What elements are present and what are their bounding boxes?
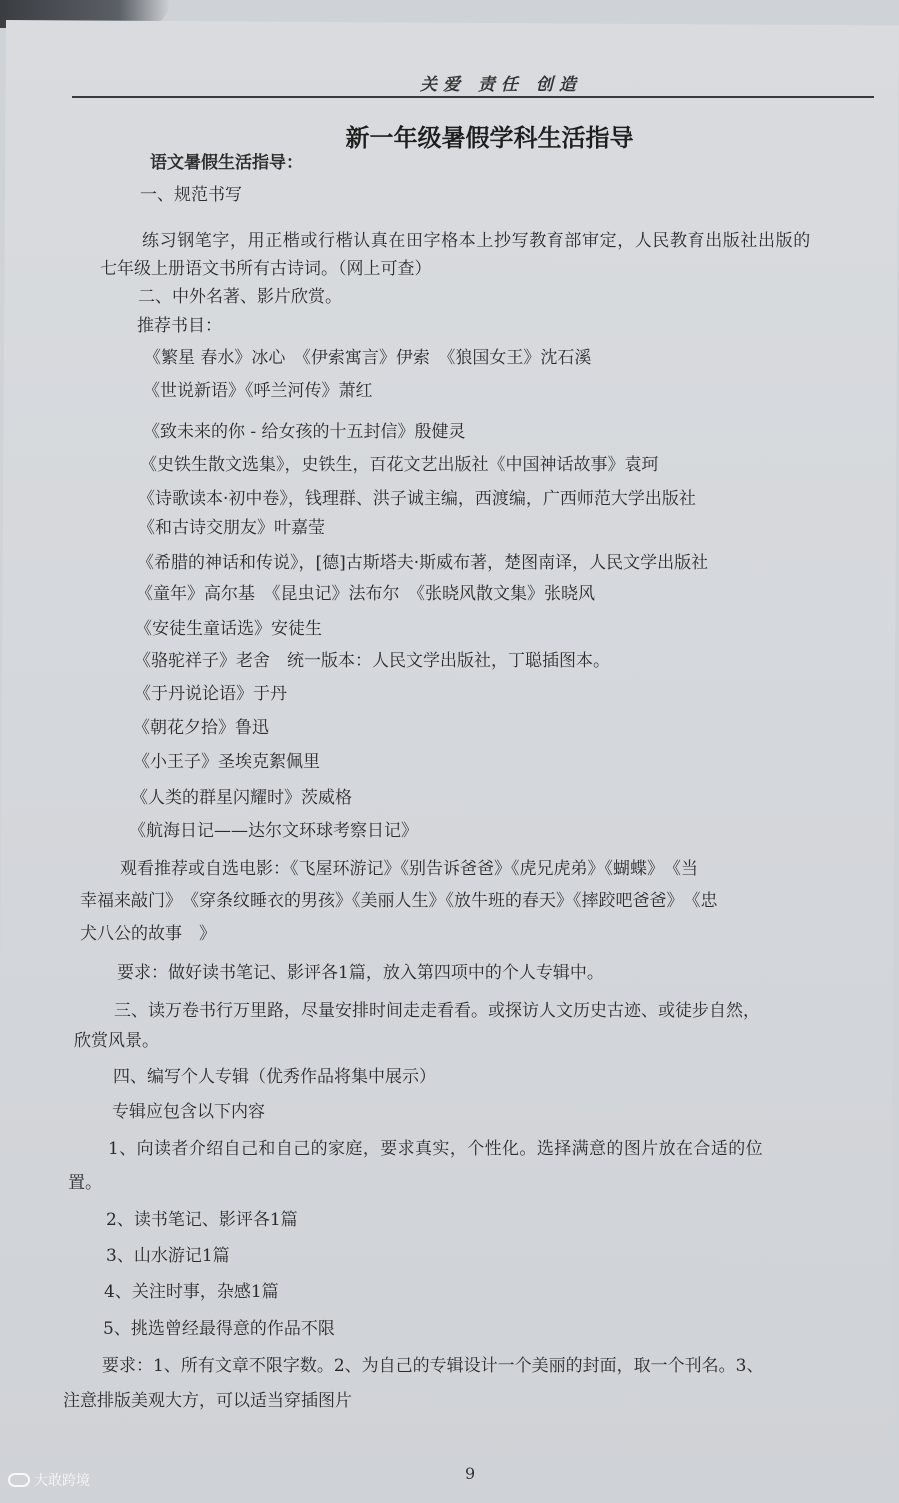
watermark [8,1470,90,1490]
body-line: 《人类的群星闪耀时》茨威格 [131,788,352,808]
body-line: 《朝花夕拾》鲁迅 [133,718,269,738]
watermark-text: 大敢跨境 [34,1473,90,1489]
body-line: 3、山水游记1篇 [106,1246,230,1266]
body-line: 四、编写个人专辑（优秀作品将集中展示） [113,1067,436,1087]
body-line: 《诗歌读本·初中卷》，钱理群、洪子诚主编，西渡编，广西师范大学出版社 [138,489,696,509]
body-line: 《安徒生童话选》安徒生 [135,619,322,639]
body-line: 七年级上册语文书所有古诗词。（网上可查） [100,259,432,279]
page-number: 9 [465,1464,476,1483]
body-line: 2、读书笔记、影评各1篇 [106,1210,298,1230]
body-line: 《骆驼祥子》老舍 统一版本：人民文学出版社，丁聪插图本。 [134,651,610,671]
body-line: 《史铁生散文选集》，史铁生，百花文艺出版社《中国神话故事》袁珂 [140,455,659,475]
body-line: 《航海日记——达尔文环球考察日记》 [129,821,418,841]
body-line: 《希腊的神话和传说》，[德]古斯塔夫·斯威布著，楚图南译，人民文学出版社 [137,553,709,573]
body-line: 《小王子》圣埃克絮佩里 [133,752,320,772]
section-heading: 语文暑假生活指导： [150,153,303,173]
body-line: 欣赏风景。 [74,1031,159,1051]
body-line: 要求：1、所有文章不限字数。2、为自己的专辑设计一个美丽的封面，取一个刊名。3、 [102,1356,764,1376]
watermark-logo-icon [8,1473,30,1487]
header-motto: 关爱 责任 创造 [420,75,582,95]
body-line: 置。 [68,1173,102,1193]
body-line: 要求：做好读书笔记、影评各1篇，放入第四项中的个人专辑中。 [117,963,604,983]
body-line: 《和古诗交朋友》叶嘉莹 [138,518,325,538]
body-line: 《世说新语》《呼兰河传》萧红 [143,381,373,401]
body-line: 犬八公的故事 》 [80,924,216,944]
body-line: 《于丹说论语》于丹 [134,684,287,704]
page-title: 新一年级暑假学科生活指导 [345,123,634,152]
body-line: 幸福来敲门》 《穿条纹睡衣的男孩》《美丽人生》《放牛班的春天》《摔跤吧爸爸》 《忠 [80,891,718,911]
body-line: 练习钢笔字，用正楷或行楷认真在田字格本上抄写教育部审定，人民教育出版社出版的 [142,231,811,251]
body-line: 5、挑选曾经最得意的作品不限 [103,1319,335,1339]
body-line: 专辑应包含以下内容 [112,1102,265,1122]
body-line: 推荐书目： [137,316,222,336]
header-divider [72,96,874,98]
body-line: 注意排版美观大方，可以适当穿插图片 [63,1391,352,1411]
body-line: 三、读万卷书行万里路，尽量安排时间走走看看。或探访人文历史古迹、或徒步自然， [114,1001,760,1021]
body-line: 1、向读者介绍自己和自己的家庭，要求真实，个性化。选择满意的图片放在合适的位 [108,1139,764,1159]
body-line: 一、规范书写 [140,185,242,205]
body-line: 《童年》高尔基 《昆虫记》法布尔 《张晓风散文集》张晓风 [136,584,595,604]
body-line: 《致未来的你 - 给女孩的十五封信》殷健灵 [143,422,466,442]
body-line: 观看推荐或自选电影：《飞屋环游记》《别告诉爸爸》《虎兄虎弟》《蝴蝶》 《当 [120,859,698,879]
body-line: 《繁星 春水》冰心 《伊索寓言》伊索 《狼国女王》沈石溪 [144,348,592,368]
body-line: 二、中外名著、影片欣赏。 [138,287,342,307]
body-line: 4、关注时事，杂感1篇 [104,1282,279,1302]
